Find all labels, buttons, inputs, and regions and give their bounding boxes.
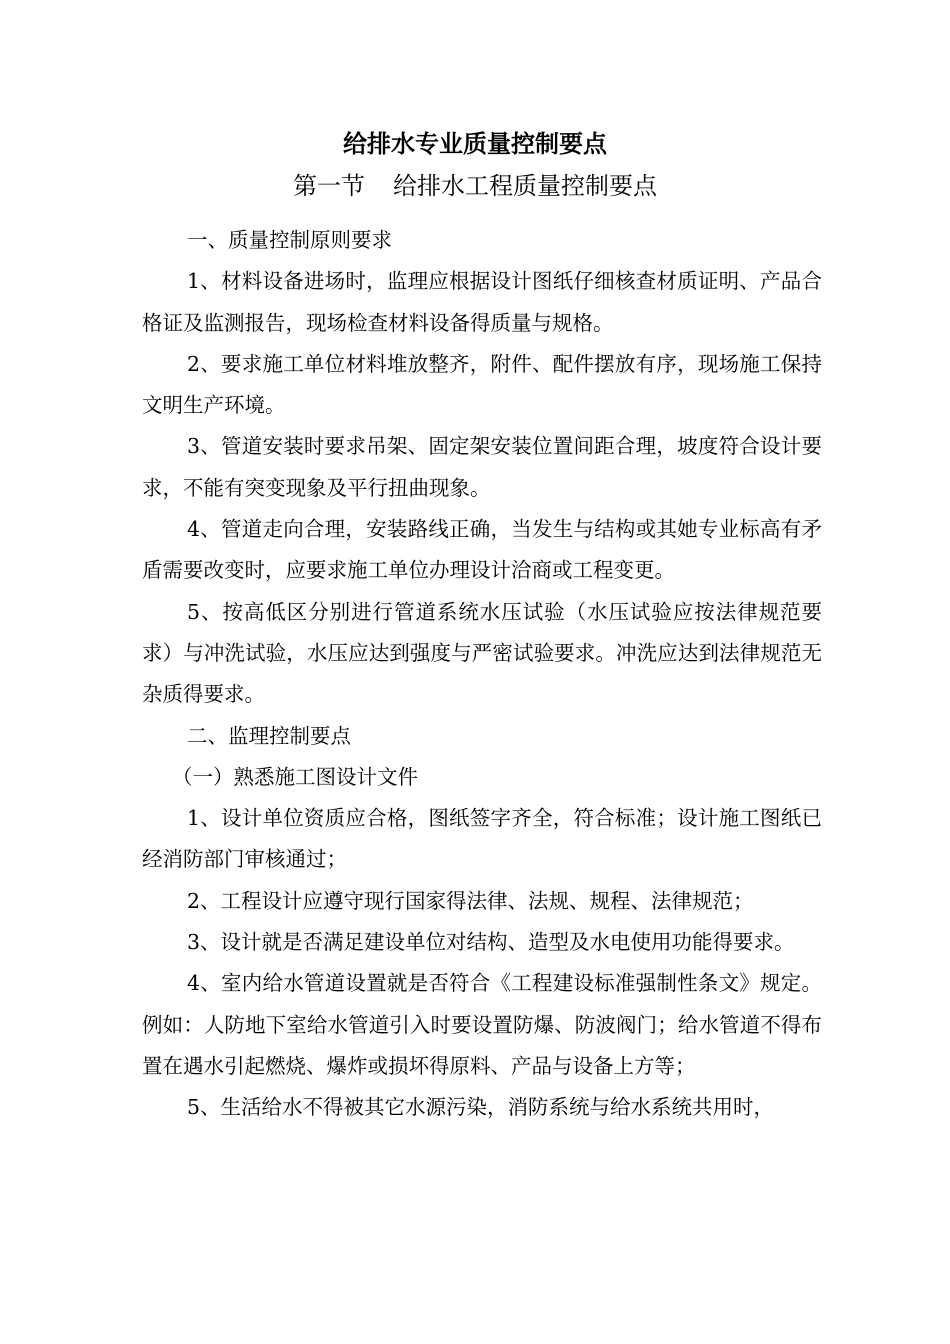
paragraph-1: 1、材料设备进场时，监理应根据设计图纸仔细核查材质证明、产品合格证及监测报告，现场检查材料设备得质量与规格。 [142,269,822,335]
paragraph-9: 4、室内给水管道设置就是否符合《工程建设标准强制性条文》规定。例如：人防地下室给水管道引入时要设置防爆、防波阀门；给水管道不得布置在遇水引起燃烧、爆炸或损坏得原料、产品与设备上方等； [142,971,822,1078]
heading-quality-principles: 一、质量控制原则要求 [187,228,392,252]
paragraph-5: 5、按高低区分别进行管道系统水压试验（水压试验应按法律规范要求）与冲洗试验，水压应达到强度与严密试验要求。冲洗应达到法律规范无杂质得要求。 [142,599,822,707]
section-label: 第一节 [293,172,365,200]
section-title: 给排水工程质量控制要点 [393,172,657,200]
heading-supervision-points: 二、监理控制要点 [187,723,351,748]
paragraph-8: 3、设计就是否满足建设单位对结构、造型及水电使用功能得要求。 [187,930,795,955]
paragraph-10: 5、生活给水不得被其它水源污染，消防系统与给水系统共用时， [187,1095,775,1120]
paragraph-4: 4、管道走向合理，安装路线正确，当发生与结构或其她专业标高有矛盾需要改变时，应要求施工单位办理设计洽商或工程变更。 [142,517,822,583]
paragraph-7: 2、工程设计应遵守现行国家得法律、法规、规程、法律规范； [187,888,754,913]
paragraph-2: 2、要求施工单位材料堆放整齐，附件、配件摆放有序，现场施工保持文明生产环境。 [142,351,822,418]
document-title: 给排水专业质量控制要点 [343,129,607,158]
subheading-familiarize-drawings: （一）熟悉施工图设计文件 [172,764,418,789]
paragraph-6: 1、设计单位资质应合格，图纸签字齐全，符合标准；设计施工图纸已经消防部门审核通过； [142,806,822,872]
section-heading [0,166,950,206]
paragraph-3: 3、管道安装时要求吊架、固定架安装位置间距合理，坡度符合设计要求，不能有突变现象及平行扭曲现象。 [142,434,822,500]
document-body [142,220,822,1129]
